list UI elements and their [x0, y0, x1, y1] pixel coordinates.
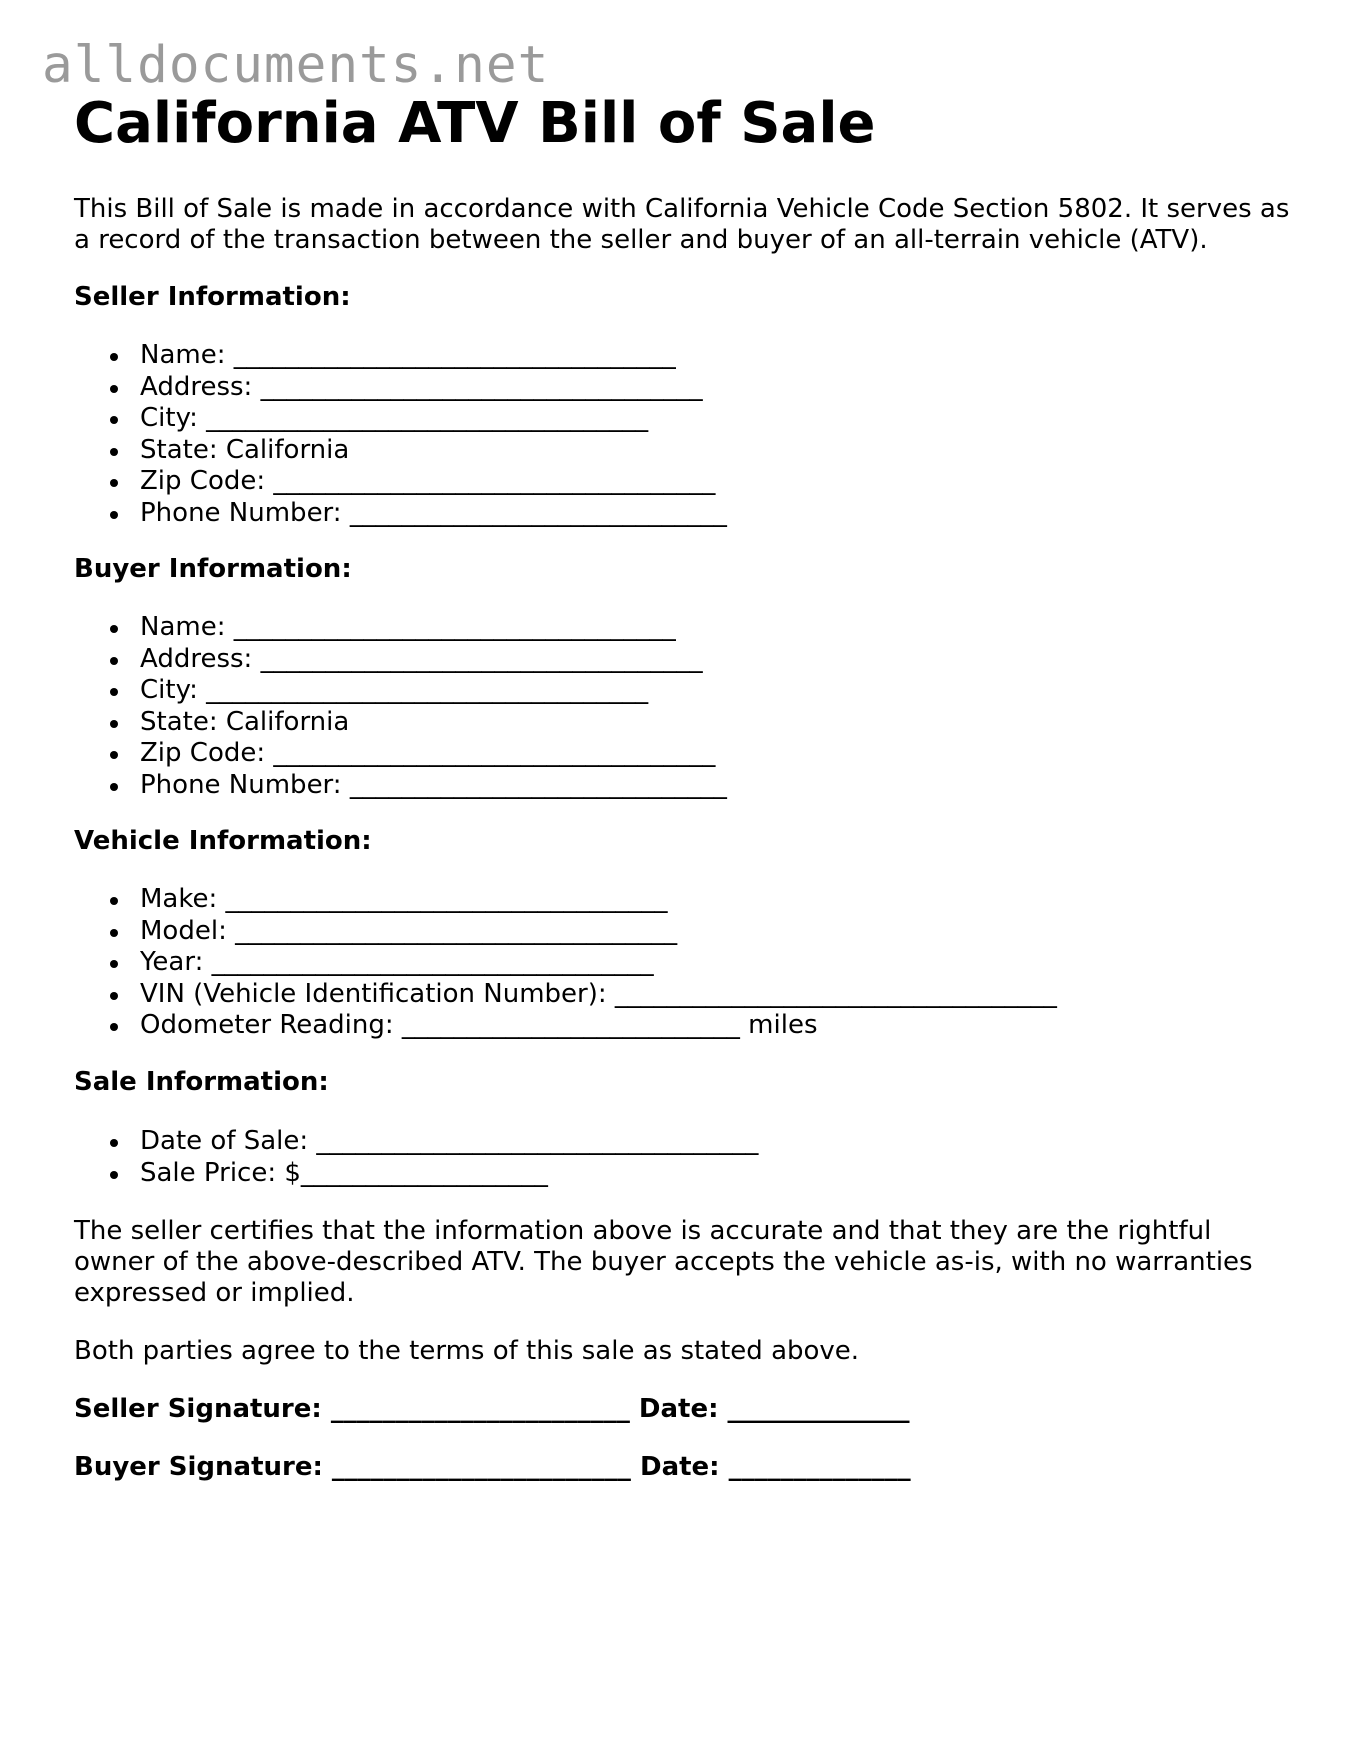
- sale-field-list: [74, 1126, 758, 1189]
- vehicle-model-field: Model: __________________________________: [140, 916, 1057, 948]
- seller-address-field: Address: __________________________________: [140, 372, 727, 404]
- seller-field-list: [74, 340, 727, 529]
- buyer-address-field: Address: __________________________________: [140, 644, 727, 676]
- buyer-section-heading: Buyer Information:: [74, 554, 352, 584]
- certification-paragraph: The seller certifies that the information above is accurate and that they are the rightful owner of the above-described ATV. The buyer accepts the vehicle as-is, with no warranties expressed or implied.: [74, 1216, 1253, 1308]
- document-title: California ATV Bill of Sale: [74, 91, 876, 156]
- buyer-field-list: [74, 612, 727, 801]
- vehicle-section-heading: Vehicle Information:: [74, 826, 372, 856]
- buyer-city-field: City: __________________________________: [140, 675, 727, 707]
- buyer-signature-line: Buyer Signature: _______________________ Date: ______________: [74, 1452, 911, 1482]
- vehicle-field-list: [74, 884, 1057, 1042]
- intro-paragraph: This Bill of Sale is made in accordance with California Vehicle Code Section 5802. It serves as a record of the transaction between the seller and buyer of an all-terrain vehicle (ATV).: [74, 194, 1290, 255]
- seller-state-field: State: California: [140, 435, 727, 467]
- vehicle-odometer-field: Odometer Reading: __________________________ miles: [140, 1010, 1057, 1042]
- seller-name-field: Name: __________________________________: [140, 340, 727, 372]
- watermark-text: alldocuments.net: [42, 36, 550, 95]
- agreement-paragraph: Both parties agree to the terms of this sale as stated above.: [74, 1336, 860, 1366]
- buyer-name-field: Name: __________________________________: [140, 612, 727, 644]
- sale-price-field: Sale Price: $___________________: [140, 1158, 758, 1190]
- vehicle-make-field: Make: __________________________________: [140, 884, 1057, 916]
- sale-section-heading: Sale Information:: [74, 1067, 329, 1097]
- seller-zip-field: Zip Code: __________________________________: [140, 466, 727, 498]
- buyer-state-field: State: California: [140, 707, 727, 739]
- seller-phone-field: Phone Number: _____________________________: [140, 497, 727, 528]
- buyer-phone-field: Phone Number: _____________________________: [140, 769, 727, 800]
- seller-city-field: City: __________________________________: [140, 403, 727, 435]
- vehicle-vin-field: VIN (Vehicle Identification Number): __________________________________: [140, 978, 1057, 1009]
- vehicle-year-field: Year: __________________________________: [140, 947, 1057, 979]
- buyer-zip-field: Zip Code: __________________________________: [140, 738, 727, 770]
- seller-section-heading: Seller Information:: [74, 282, 351, 312]
- sale-date-field: Date of Sale: __________________________________: [140, 1126, 759, 1156]
- seller-signature-line: Seller Signature: _______________________ Date: ______________: [74, 1394, 910, 1424]
